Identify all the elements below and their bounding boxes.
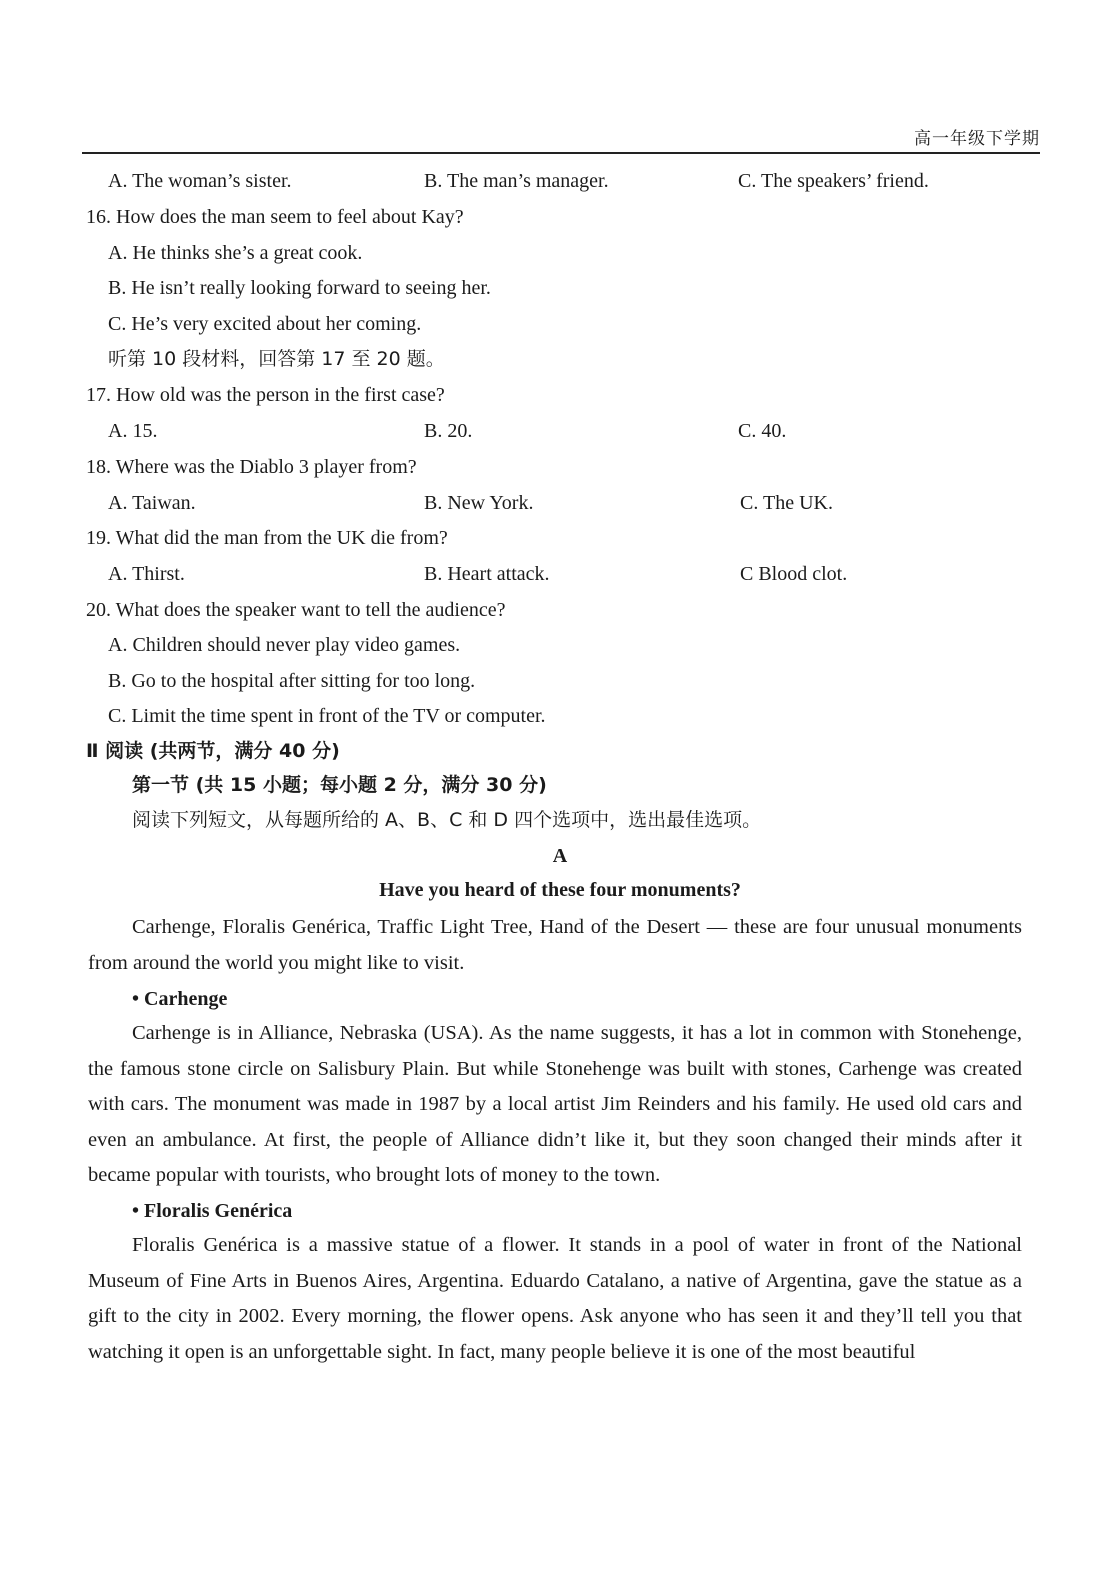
passage-title: Have you heard of these four monuments? <box>379 879 741 901</box>
floralis-paragraph <box>88 1228 1022 1370</box>
q19-option-b: B. Heart attack. <box>424 563 550 585</box>
q20-option-b: B. Go to the hospital after sitting for too long. <box>108 670 476 692</box>
q19-option-a: A. Thirst. <box>108 563 185 585</box>
passage-intro <box>88 910 1022 981</box>
q18-option-b: B. New York. <box>424 492 534 514</box>
q15-option-a: A. The woman’s sister. <box>108 170 292 192</box>
q20-option-c: C. Limit the time spent in front of the TV or computer. <box>108 705 546 727</box>
q20-option-a: A. Children should never play video games. <box>108 634 461 656</box>
section-2-instruction: 阅读下列短文，从每题所给的 A、B、C 和 D 四个选项中，选出最佳选项。 <box>132 809 762 831</box>
q20-question: 20. What does the speaker want to tell the audience? <box>86 599 506 621</box>
carhenge-text: Carhenge is in Alliance, Nebraska (USA). As the name suggests, it has a lot in common with Stonehenge, the famous stone circle on Salisbury Plain. But while Stonehenge was built with stones, Carhenge was created with cars. The monument was made in 1987 by a local artist Jim Reinders and his family. He used old cars and even an ambulance. At first, the people of Alliance didn’t like it, but they soon changed their minds after it became popular with tourists, who brought lots of money to the town. <box>88 1022 1022 1186</box>
q17-question: 17. How old was the person in the first case? <box>86 384 445 406</box>
q15-option-c: C. The speakers’ friend. <box>738 170 929 192</box>
header-grade: 高一年级下学期 <box>914 129 1040 149</box>
passage-label: A <box>552 845 568 867</box>
passage-intro-text: Carhenge, Floralis Genérica, Traffic Light Tree, Hand of the Desert — these are four unusual monuments from around the world you might like to visit. <box>88 916 1022 974</box>
q17-option-b: B. 20. <box>424 420 473 442</box>
q19-question: 19. What did the man from the UK die from? <box>86 527 448 549</box>
floralis-text: Floralis Genérica is a massive statue of a flower. It stands in a pool of water in front of the National Museum of Fine Arts in Buenos Aires, Argentina. Eduardo Catalano, a native of Argentina, gave the statue as a gift to the city in 2002. Every morning, the flower opens. Ask anyone who has seen it and they’ll tell you that watching it open is an unforgettable sight. In fact, many people believe it is one of the most beautiful <box>88 1234 1022 1363</box>
q17-option-a: A. 15. <box>108 420 158 442</box>
q15-option-b: B. The man’s manager. <box>424 170 609 192</box>
instruction-material-10: 听第 10 段材料，回答第 17 至 20 题。 <box>108 348 445 370</box>
q16-question: 16. How does the man seem to feel about Kay? <box>86 206 464 228</box>
section-2-title: Ⅱ 阅读 (共两节，满分 40 分) <box>86 740 340 762</box>
carhenge-paragraph <box>88 1016 1022 1194</box>
q16-option-c: C. He’s very excited about her coming. <box>108 313 422 335</box>
q18-option-a: A. Taiwan. <box>108 492 196 514</box>
q16-option-a: A. He thinks she’s a great cook. <box>108 242 363 264</box>
floralis-heading: • Floralis Genérica <box>132 1200 293 1222</box>
q16-option-b: B. He isn’t really looking forward to seeing her. <box>108 277 491 299</box>
section-2-part-1: 第一节 (共 15 小题；每小题 2 分，满分 30 分) <box>132 774 547 796</box>
q18-option-c: C. The UK. <box>740 492 833 514</box>
q18-question: 18. Where was the Diablo 3 player from? <box>86 456 417 478</box>
header-rule <box>82 152 1040 154</box>
q19-option-c: C Blood clot. <box>740 563 848 585</box>
q17-option-c: C. 40. <box>738 420 787 442</box>
carhenge-heading: • Carhenge <box>132 988 228 1010</box>
